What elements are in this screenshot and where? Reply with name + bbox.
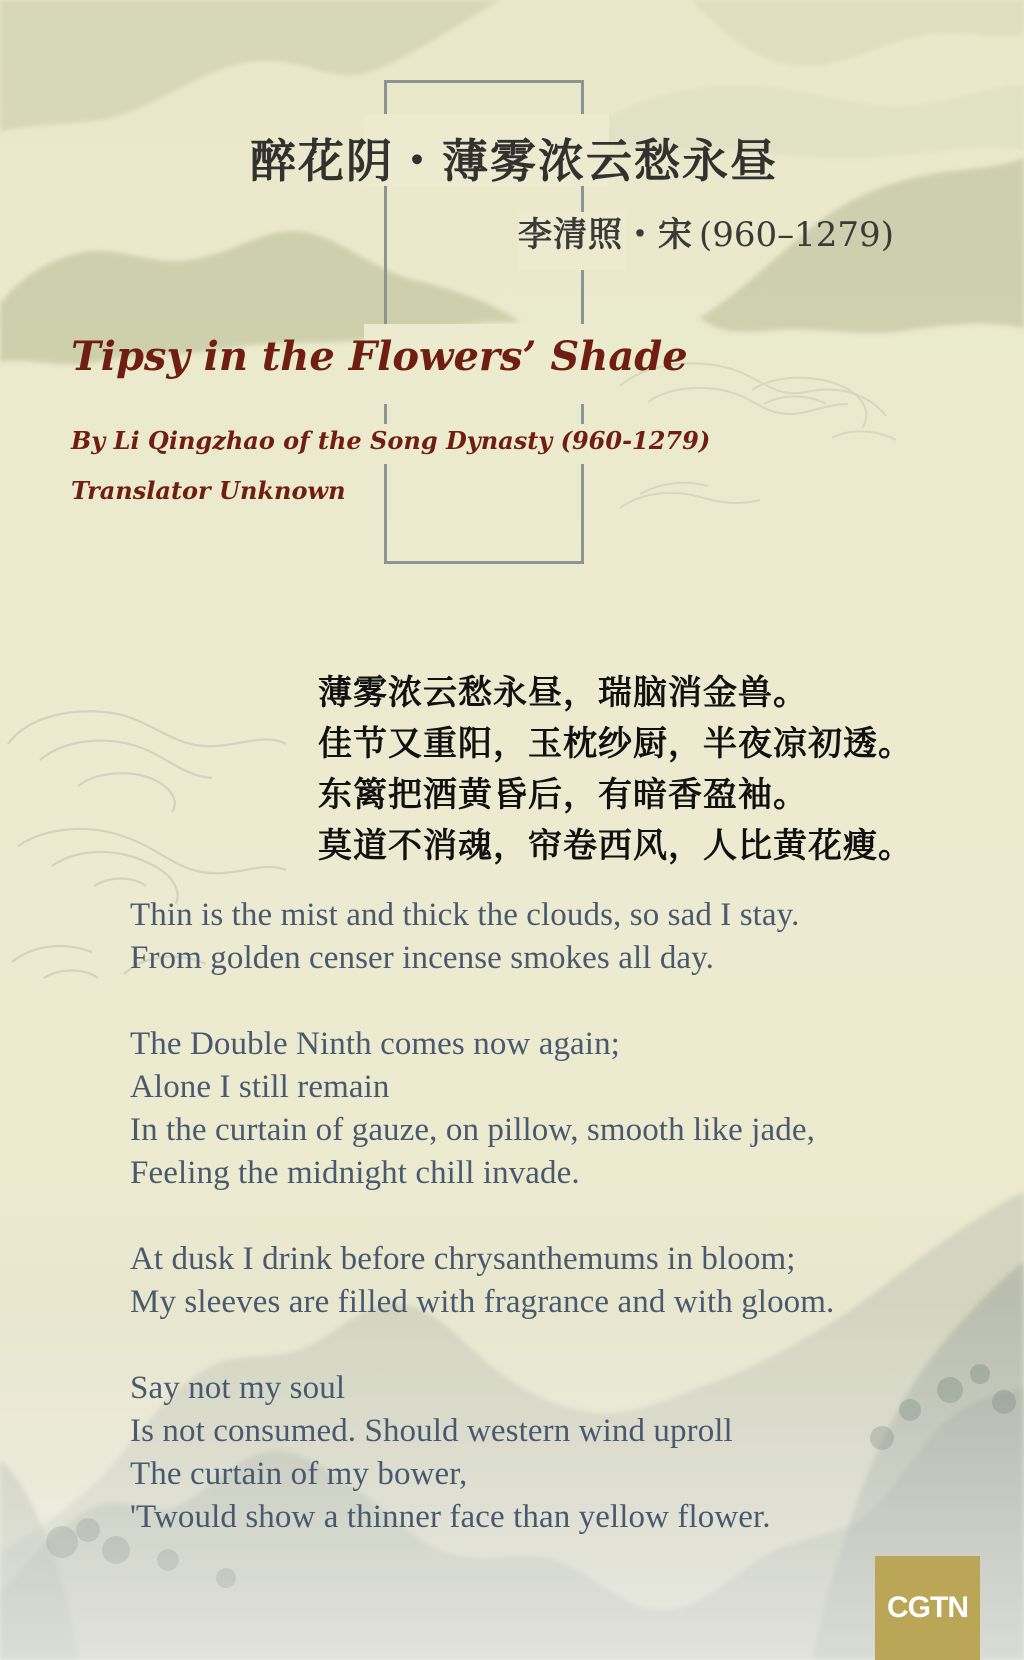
chinese-poem [318,668,913,872]
chinese-years: (960–1279) [699,215,894,255]
poem-line: Thin is the mist and thick the clouds, so sad I stay. [130,897,800,933]
poem-line: 'Twould show a thinner face than yellow flower. [130,1499,771,1535]
poem-stanza [130,894,970,980]
cgtn-logo [875,1556,980,1660]
chinese-poem-line: 佳节又重阳，玉枕纱厨，半夜凉初透。 [318,724,913,764]
poem-line: Is not consumed. Should western wind uproll [130,1413,733,1449]
chinese-poem-line: 莫道不消魂，帘卷西风，人比黄花瘦。 [318,826,913,866]
upper-right-mountain-shadow [690,0,1024,66]
poem-stanza [130,1238,970,1324]
poem-line: From golden censer incense smokes all day. [130,940,714,976]
chinese-byline [518,209,938,261]
english-byline: By Li Qingzhao of the Song Dynasty (960-1279) [71,426,711,455]
poem-line: At dusk I drink before chrysanthemums in bloom; [130,1241,796,1277]
chinese-poem-line: 东篱把酒黄昏后，有暗香盈袖。 [318,775,808,815]
translator-credit: Translator Unknown [71,476,346,505]
poem-line: In the curtain of gauze, on pillow, smooth like jade, [130,1112,815,1148]
poem-stanza [130,1367,970,1539]
chinese-title: 醉花阴・薄雾浓云愁永昼 [250,134,778,188]
english-title: Tipsy in the Flowers’ Shade [71,333,688,380]
cgtn-logo-text: CGTN [887,1591,968,1624]
chinese-poem-line: 薄雾浓云愁永昼，瑞脑消金兽。 [318,673,808,713]
poem-line: My sleeves are filled with fragrance and with gloom. [130,1284,835,1320]
english-poem [130,894,970,1582]
poem-stanza [130,1023,970,1195]
poem-line: Feeling the midnight chill invade. [130,1155,580,1191]
poem-line: The Double Ninth comes now again; [130,1026,620,1062]
chinese-author: 李清照・宋 [518,215,693,255]
poem-line: Alone I still remain [130,1069,390,1105]
poem-line: The curtain of my bower, [130,1456,468,1492]
poem-line: Say not my soul [130,1370,346,1406]
